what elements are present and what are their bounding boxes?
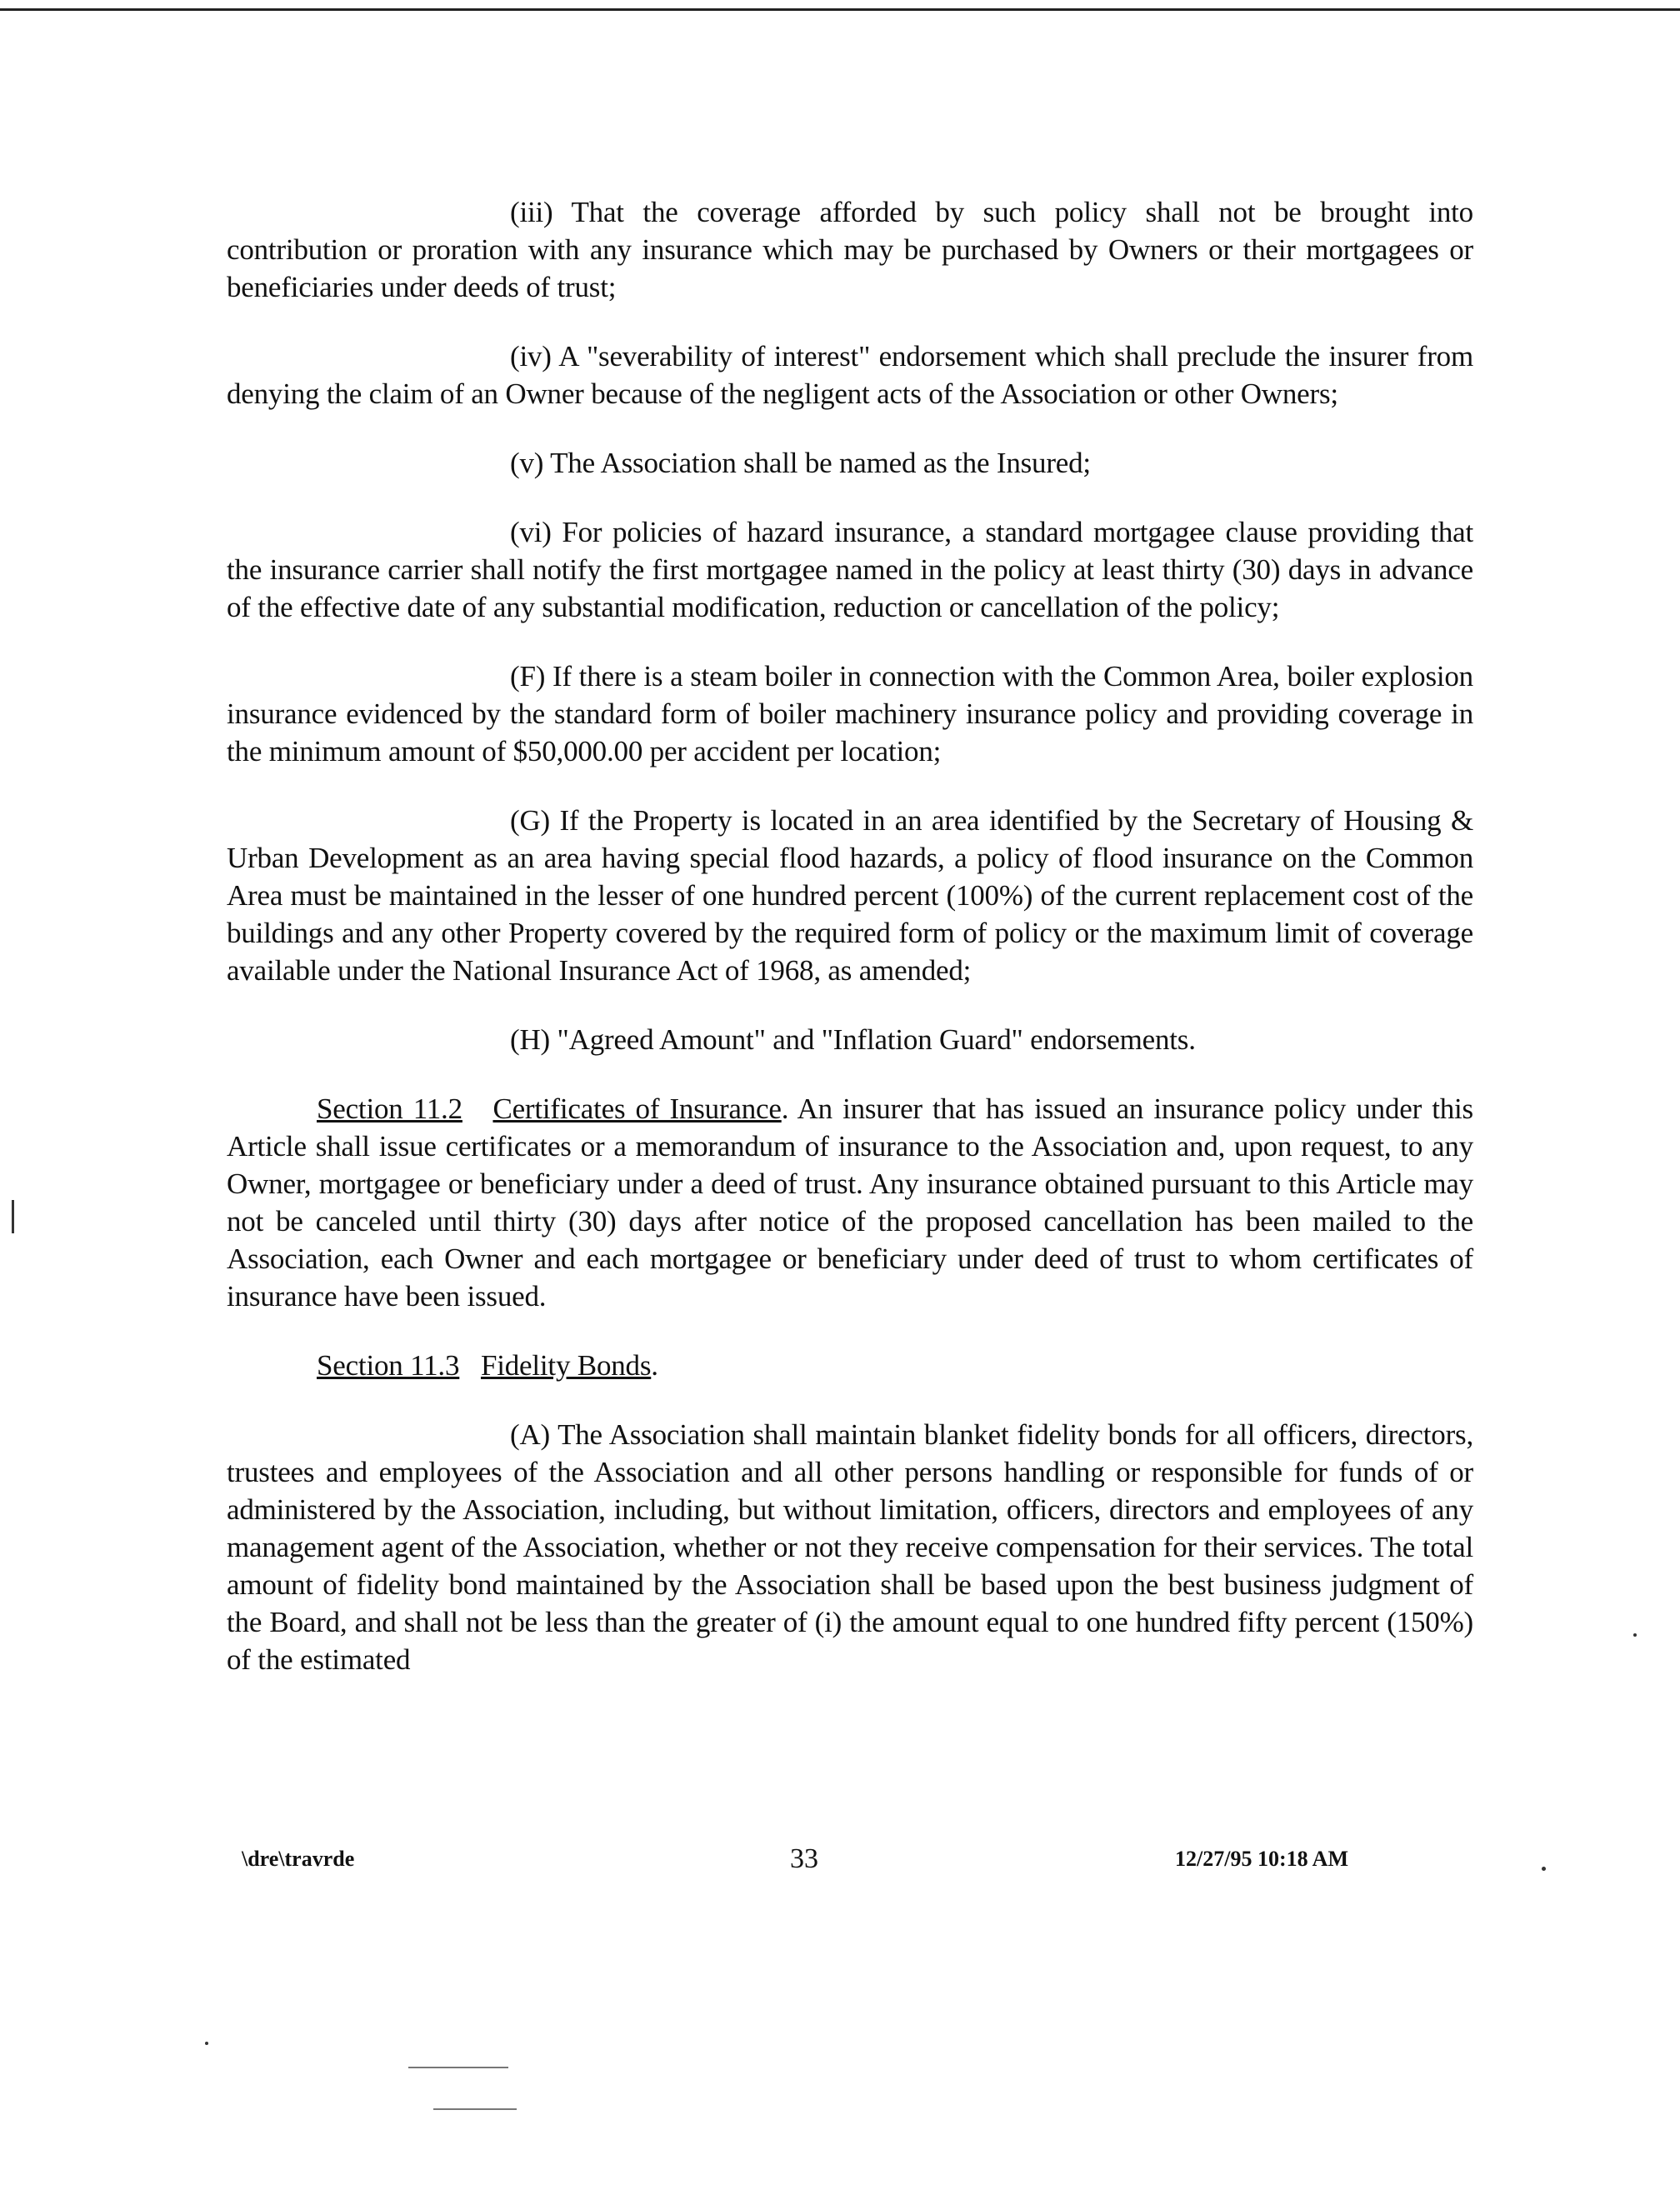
section-11-2-heading: Section 11.2 [317, 1092, 462, 1125]
scan-speck [205, 2042, 208, 2045]
footer-timestamp: 12/27/95 10:18 AM [1175, 1847, 1348, 1871]
paragraph-F: (F) If there is a steam boiler in connection with the Common Area, boiler explosion insurance evidenced by the standard form of boiler machinery insurance policy and providing coverage in the minimum amount of $50,000.00 per accident per location; [227, 660, 1473, 768]
paragraph-iv: (iv) A "severability of interest" endorsement which shall preclude the insurer from denying the claim of an Owner because of the negligent acts of the Association or other Owners; [227, 340, 1473, 410]
scan-speck [433, 2108, 517, 2110]
section-11-2-body: . An insurer that has issued an insurance policy under this Article shall issue certificates or a memorandum of insurance to the Association and, upon request, to any Owner, mortgagee or beneficiary under a deed of trust. Any insurance obtained pursuant to this Article may not be canceled until thirty (30) days after notice of the proposed cancellation has been mailed to the Association, each Owner and each mortgagee or beneficiary under deed of trust to whom certificates of insurance have been issued. [227, 1092, 1473, 1312]
section-11-3-heading: Section 11.3 [317, 1349, 460, 1382]
section-11-3-end: . [651, 1349, 658, 1382]
scan-speck [1633, 1633, 1637, 1637]
footer-page-number: 33 [790, 1843, 818, 1874]
document-page [227, 193, 1473, 1710]
paragraph-H: (H) "Agreed Amount" and "Inflation Guard" endorsements. [510, 1023, 1196, 1056]
section-11-3-title: Fidelity Bonds [480, 1349, 652, 1382]
footer-file-path: \dre\travrde [242, 1847, 355, 1871]
paragraph-iii: (iii) That the coverage afforded by such policy shall not be brought into contribution or proration with any insurance which may be purchased by Owners or their mortgagees or beneficiaries under deeds of trust; [227, 196, 1473, 303]
section-11-3 [227, 1347, 1473, 1384]
scan-speck [408, 2067, 508, 2068]
section-11-2 [227, 1090, 1473, 1315]
paragraph-G: (G) If the Property is located in an area identified by the Secretary of Housing & Urban Development as an area having special flood hazards, a policy of flood insurance on the Common Area must be maintained in the lesser of one hundred percent (100%) of the current replacement cost of the buildings and any other Property covered by the required form of policy or the maximum limit of coverage available under the National Insurance Act of 1968, as amended; [227, 804, 1473, 987]
paragraph-vi: (vi) For policies of hazard insurance, a standard mortgagee clause providing that the insurance carrier shall notify the first mortgagee named in the policy at least thirty (30) days in advance of the effective date of any substantial modification, reduction or cancellation of the policy; [227, 516, 1473, 623]
paragraph-v: (v) The Association shall be named as the Insured; [510, 447, 1091, 479]
paragraph-A: (A) The Association shall maintain blanket fidelity bonds for all officers, directors, trustees and employees of the Association and all other persons handling or responsible for funds of or administered by the Association, including, but without limitation, officers, directors and employees of any management agent of the Association, whether or not they receive compensation for their services. The total amount of fidelity bond maintained by the Association shall be based upon the best business judgment of the Board, and shall not be less than the greater of (i) the amount equal to one hundred fifty percent (150%) of the estimated [227, 1418, 1473, 1676]
scan-speck [1542, 1867, 1546, 1871]
section-11-2-title: Certificates of Insurance [492, 1092, 782, 1125]
top-scan-border [0, 8, 1680, 11]
scan-speck [12, 1200, 14, 1233]
